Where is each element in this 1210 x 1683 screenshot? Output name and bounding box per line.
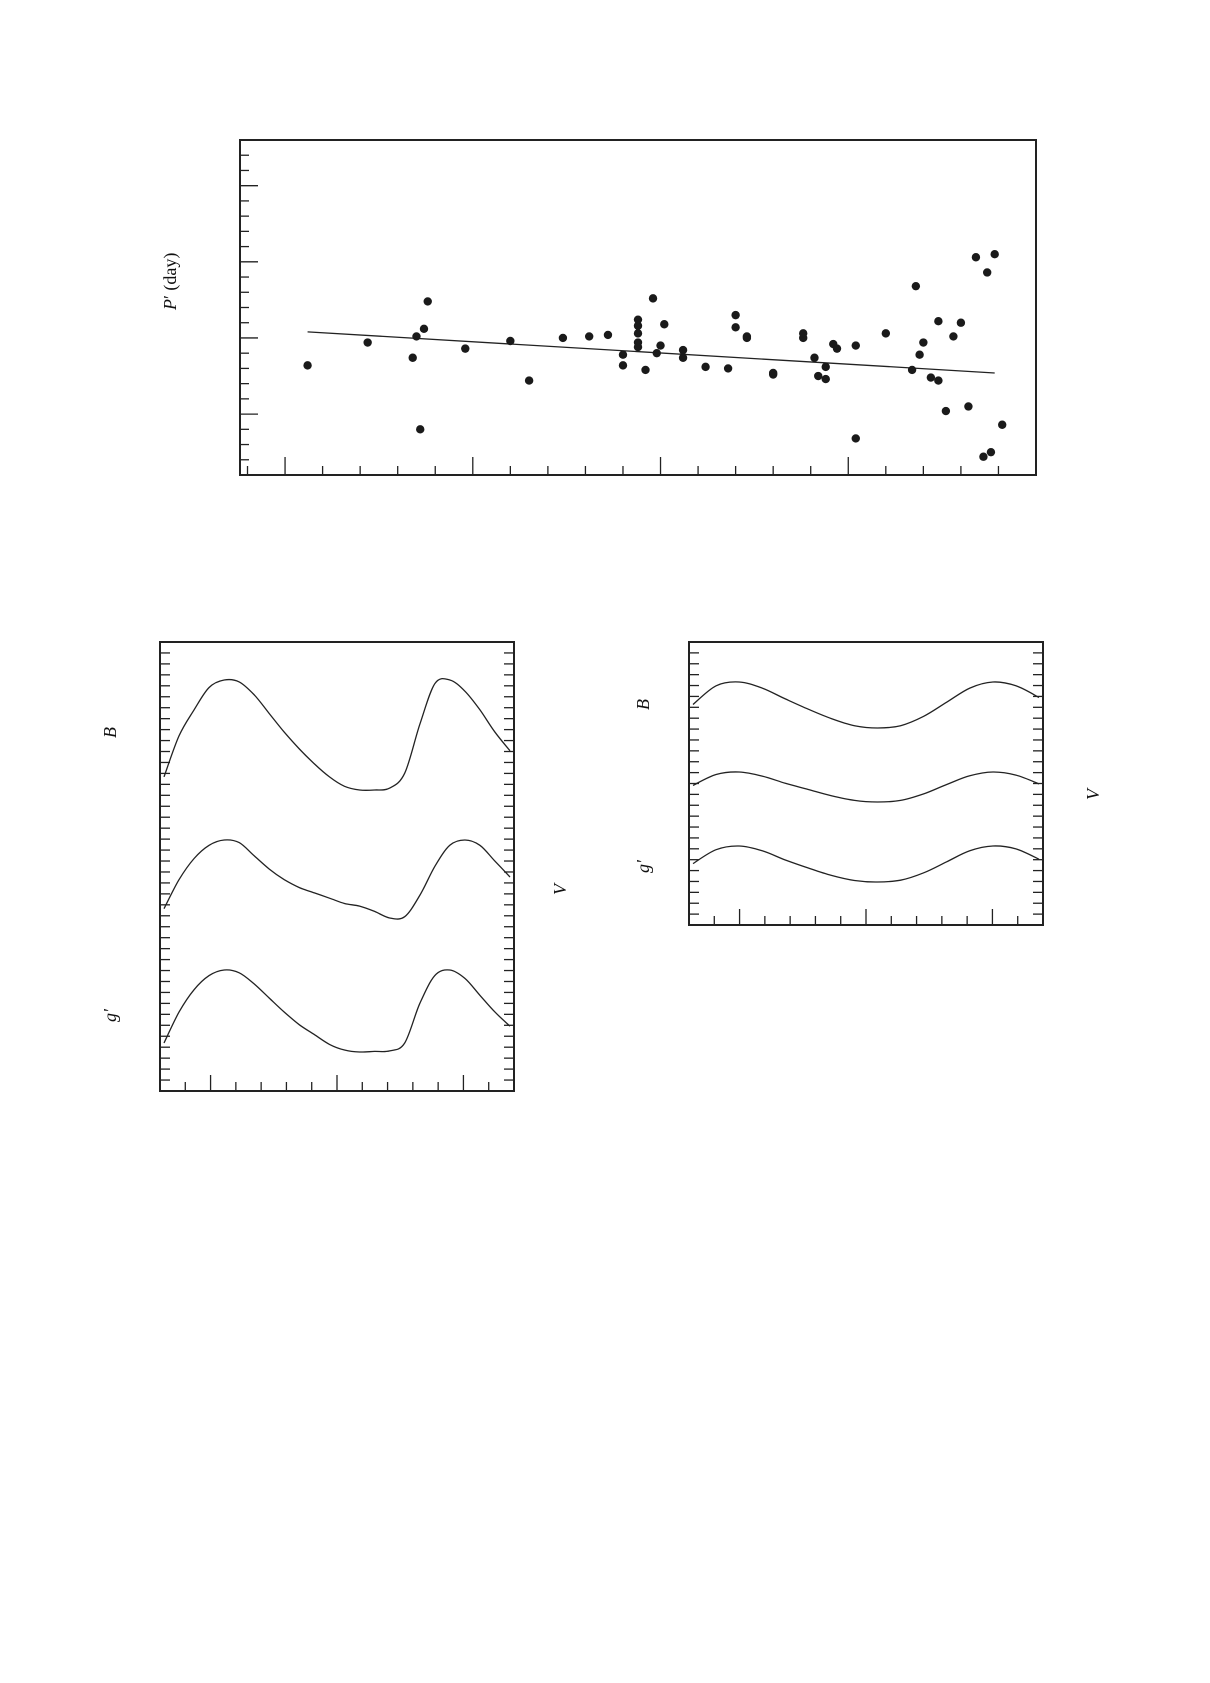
data-point: [634, 315, 642, 323]
curve-g-prime: [164, 970, 510, 1052]
data-point: [731, 311, 739, 319]
series-label-V: V: [1083, 789, 1103, 800]
data-point: [852, 434, 860, 442]
data-point: [934, 376, 942, 384]
light-curves-left-panel: [100, 642, 570, 1091]
data-point: [964, 402, 972, 410]
data-point: [927, 373, 935, 381]
data-point: [604, 331, 612, 339]
y-axis-label-prime: ′: [160, 295, 180, 299]
data-point: [559, 334, 567, 342]
data-point: [303, 361, 311, 369]
data-point: [949, 332, 957, 340]
series-label-B: B: [100, 727, 120, 738]
data-point: [919, 338, 927, 346]
data-point: [641, 366, 649, 374]
period-trend-frame: [240, 140, 1036, 475]
period-trend-ticks: [240, 155, 1036, 475]
data-point: [679, 354, 687, 362]
data-point: [983, 268, 991, 276]
curve-B: [164, 679, 510, 791]
data-point: [585, 332, 593, 340]
data-point: [634, 329, 642, 337]
data-point: [799, 329, 807, 337]
data-point: [420, 325, 428, 333]
y-axis-label: [160, 253, 181, 311]
data-point: [972, 253, 980, 261]
fit-line: [308, 332, 995, 373]
data-point: [987, 448, 995, 456]
y-axis-label-unit: (day): [160, 252, 180, 296]
series-label-V: V: [550, 884, 570, 895]
data-point: [525, 376, 533, 384]
period-trend-points: [303, 250, 1006, 461]
data-point: [942, 407, 950, 415]
data-point: [653, 349, 661, 357]
light-curves-left-ticks: [160, 653, 514, 1091]
data-point: [833, 344, 841, 352]
data-point: [634, 343, 642, 351]
data-point: [822, 363, 830, 371]
light-curves-right-ticks: [689, 653, 1043, 925]
data-point: [724, 364, 732, 372]
data-point: [701, 363, 709, 371]
data-point: [810, 354, 818, 362]
light-curves-right-panel: [633, 642, 1103, 925]
data-point: [912, 282, 920, 290]
data-point: [769, 369, 777, 377]
data-point: [619, 351, 627, 359]
data-point: [979, 453, 987, 461]
data-point: [409, 354, 417, 362]
data-point: [416, 425, 424, 433]
data-point: [990, 250, 998, 258]
curve-B: [693, 682, 1039, 728]
data-point: [506, 337, 514, 345]
data-point: [915, 351, 923, 359]
data-point: [679, 346, 687, 354]
curve-V: [693, 772, 1039, 802]
series-label-g-prime: g': [633, 860, 653, 873]
data-point: [822, 375, 830, 383]
data-point: [882, 329, 890, 337]
series-label-g-prime: g': [100, 1009, 120, 1022]
data-point: [957, 319, 965, 327]
data-point: [424, 297, 432, 305]
data-point: [461, 344, 469, 352]
data-point: [998, 421, 1006, 429]
data-point: [731, 323, 739, 331]
data-point: [908, 366, 916, 374]
data-point: [649, 294, 657, 302]
light-curves-right-frame: [689, 642, 1043, 925]
series-label-B: B: [633, 699, 653, 710]
data-point: [412, 332, 420, 340]
data-point: [660, 320, 668, 328]
y-axis-label-symbol: P: [160, 299, 180, 310]
data-point: [814, 372, 822, 380]
data-point: [852, 341, 860, 349]
light-curves-left-frame: [160, 642, 514, 1091]
data-point: [656, 341, 664, 349]
curve-g-prime: [693, 846, 1039, 882]
curve-V: [164, 840, 510, 919]
data-point: [363, 338, 371, 346]
data-point: [743, 332, 751, 340]
data-point: [934, 317, 942, 325]
data-point: [619, 361, 627, 369]
period-trend-panel: [160, 140, 1036, 475]
